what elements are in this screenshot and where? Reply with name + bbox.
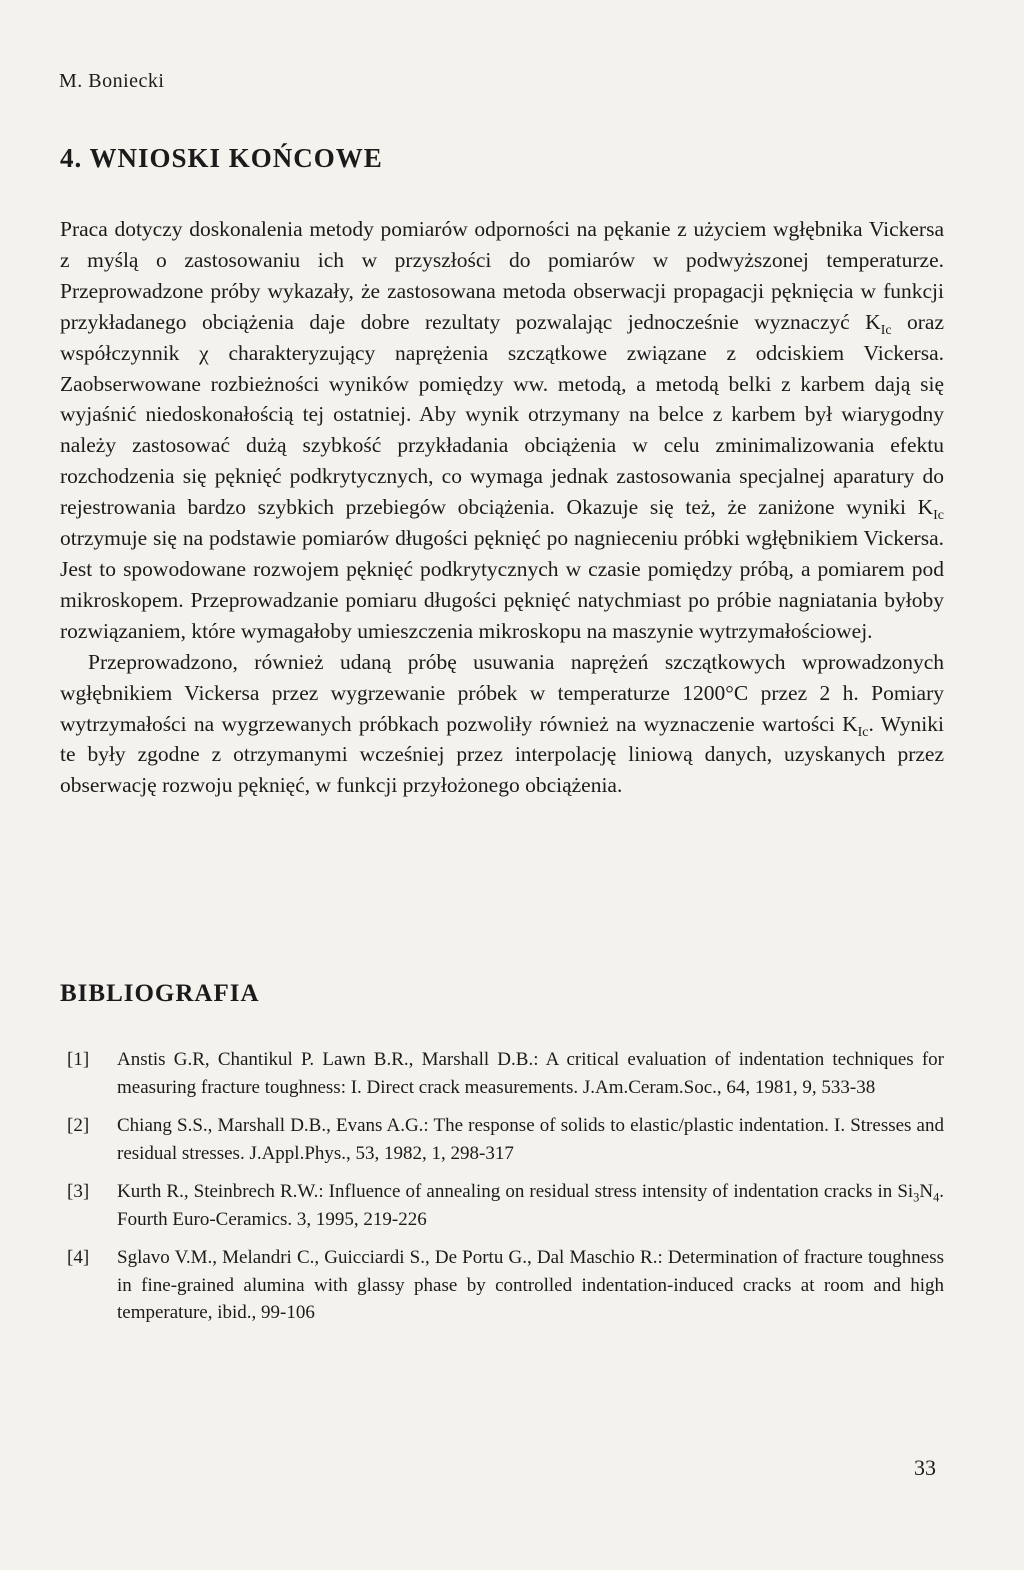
paragraph-2-text-b: . Wyniki te były zgodne z otrzymanymi wcześniej przez interpolację liniową danych, uzyskanych przez obserwację rozwoju pęknięć, w funkcji przyłożonego obciążenia. — [60, 711, 944, 798]
bibliography-item — [60, 1112, 944, 1167]
paragraph-2-text-a: Przeprowadzono, również udaną próbę usuwania naprężeń szczątkowych wprowadzonych wgłębnikiem Vickersa przez wygrzewanie próbek w temperaturze 1200°C przez 2 h. Pomiary wytrzymałości na wygrzewanych próbkach pozwoliły również na wyznaczenie wartości K — [60, 649, 944, 736]
bibliography-item — [60, 1178, 944, 1233]
reference-number: [2] — [67, 1115, 90, 1136]
reference-number: [1] — [67, 1049, 90, 1070]
reference-text-c: . Fourth Euro-Ceramics. 3, 1995, 219-226 — [117, 1181, 944, 1230]
reference-number: [3] — [67, 1181, 90, 1202]
paragraph-1 — [60, 214, 944, 647]
paragraph-1-text-c: otrzymuje się na podstawie pomiarów długości pęknięć po nagnieceniu próbki wgłębnikiem Vickersa. Jest to spowodowane rozwojem pęknięć podkrytycznych w czasie pomiędzy próbą, a pomiarem pod mikroskopem. Przeprowadzanie pomiaru długości pęknięć natychmiast po próbie nagniatania byłoby rozwiązaniem, które wymagałoby umieszczenia mikroskopu na maszynie wytrzymałościowej. — [60, 526, 944, 643]
bibliography-item — [60, 1244, 944, 1327]
running-head-author: M. Boniecki — [59, 70, 165, 92]
reference-text-a: Kurth R., Steinbrech R.W.: Influence of annealing on residual stress intensity of indentation cracks in Si — [117, 1181, 914, 1202]
kic-subscript: Ic — [857, 724, 869, 740]
bibliography-list — [60, 1046, 944, 1338]
reference-text-b: N — [919, 1181, 934, 1202]
reference-number: [4] — [67, 1247, 90, 1268]
formula-subscript: 3 — [913, 1190, 920, 1205]
formula-subscript: 4 — [933, 1190, 940, 1205]
bibliography-heading: BIBLIOGRAFIA — [60, 980, 260, 1007]
kic-subscript: Ic — [880, 322, 892, 338]
kic-subscript: Ic — [933, 508, 944, 524]
paragraph-2 — [60, 647, 944, 802]
reference-text: Chiang S.S., Marshall D.B., Evans A.G.: The response of solids to elastic/plastic indentation. I. Stresses and residual stresses. J.Appl.Phys., 53, 1982, 1, 298-317 — [117, 1115, 944, 1164]
conclusions-body — [60, 214, 944, 801]
paragraph-1-text-b: oraz współczynnik χ charakteryzujący naprężenia szczątkowe związane z odciskiem Vickersa. Zaobserwowane rozbieżności wyników pomiędzy ww. metodą, a metodą belki z karbem dają się wyjaśnić niedoskonałością tej ostatniej. Aby wynik otrzymany na belce z karbem był wiarygodny należy zastosować dużą szybkość przykładania obciążenia w celu zminimalizowania efektu rozchodzenia się pęknięć podkrytycznych, co wymaga jednak zastosowania specjalnej aparatury do rejestrowania bardzo szybkich przebiegów obciążenia. Okazuje się też, że zaniżone wyniki K — [60, 309, 944, 520]
reference-text: Anstis G.R, Chantikul P. Lawn B.R., Marshall D.B.: A critical evaluation of indentation techniques for measuring fracture toughness: I. Direct crack measurements. J.Am.Ceram.Soc., 64, 1981, 9, 533-38 — [117, 1049, 944, 1098]
reference-text — [117, 1181, 944, 1230]
section-heading: 4. WNIOSKI KOŃCOWE — [60, 143, 383, 173]
reference-text: Sglavo V.M., Melandri C., Guicciardi S., De Portu G., Dal Maschio R.: Determination of fracture toughness in fine-grained alumina with glassy phase by controlled indentation-induced cracks at room and high temperature, ibid., 99-106 — [117, 1247, 944, 1323]
page-number: 33 — [914, 1455, 936, 1480]
paragraph-1-text-a: Praca dotyczy doskonalenia metody pomiarów odporności na pękanie z użyciem wgłębnika Vickersa z myślą o zastosowaniu ich w przyszłości do pomiarów w podwyższonej temperaturze. Przeprowadzone próby wykazały, że zastosowana metoda obserwacji propagacji pęknięcia w funkcji przykładanego obciążenia daje dobre rezultaty pozwalając jednocześnie wyznaczyć K — [60, 217, 944, 334]
bibliography-item — [60, 1046, 944, 1101]
